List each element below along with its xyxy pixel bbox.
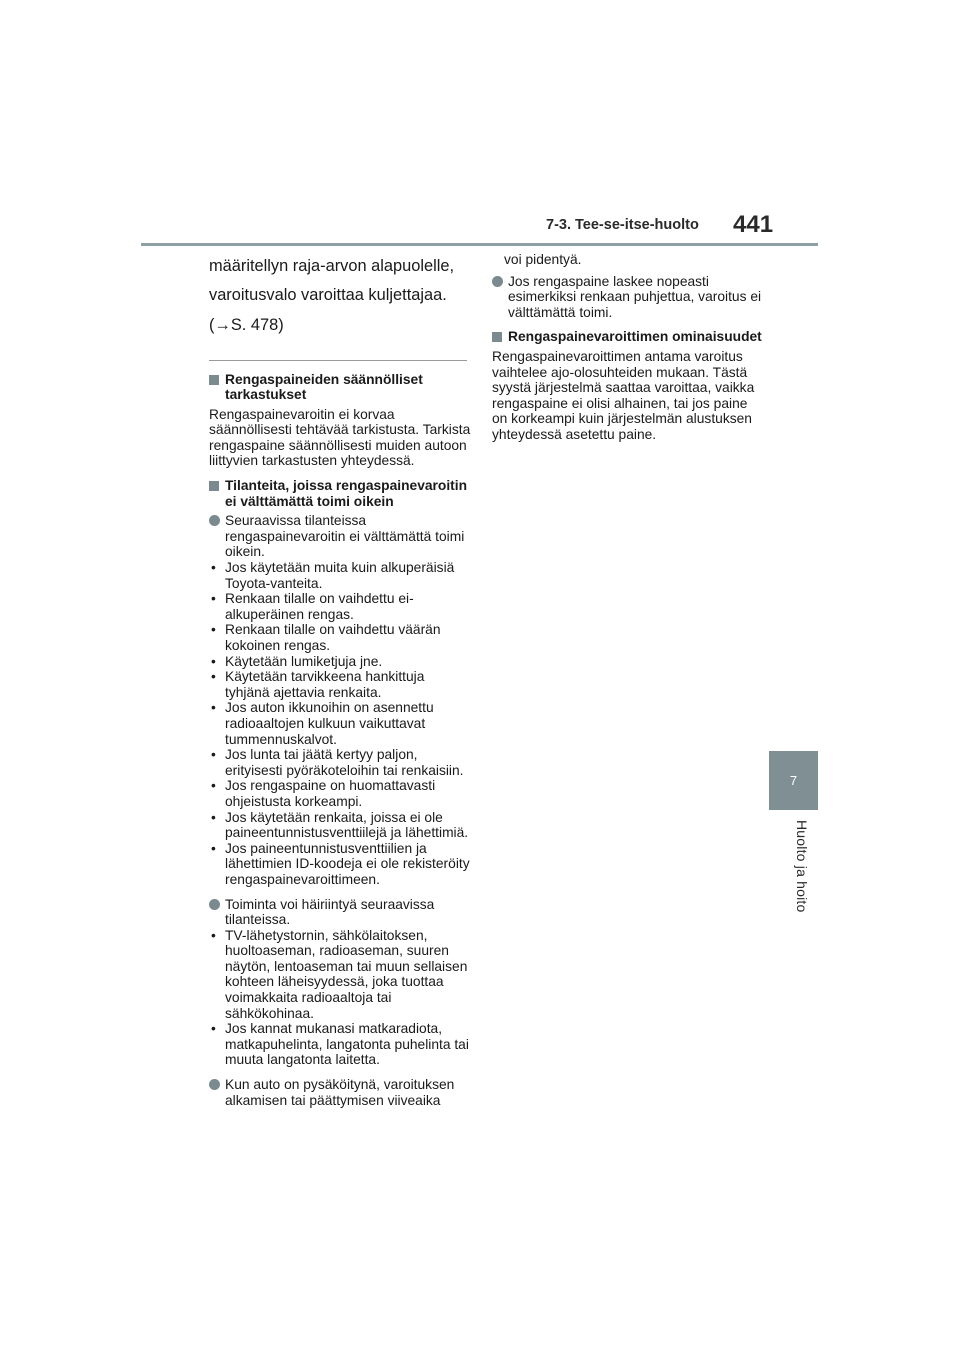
heading-text: Rengaspaineiden säännölliset tarkastukset (225, 371, 423, 403)
list-item: • Käytetään lumiketjuja jne. (209, 654, 471, 670)
intro-line: määritellyn raja-arvon alapuolelle, (209, 257, 455, 275)
list-item: • Renkaan tilalle on vaihdettu väärän kokoinen rengas. (209, 622, 471, 653)
section-heading (209, 478, 471, 509)
section-heading (492, 329, 762, 345)
list-item: • Jos auton ikkunoihin on asennettu radioaaltojen kulkuun vaikuttavat tummennuskalvot. (209, 700, 471, 747)
chapter-number: 7 (789, 773, 798, 788)
page-reference[interactable]: (→S. 478) (209, 316, 284, 334)
page-number: 441 (733, 211, 774, 238)
circle-bullet-icon (209, 1079, 220, 1090)
list-item: • Jos paineentunnistusventtiilien ja lähettimien ID-koodeja ei ole rekisteröity rengaspainevaroittimeen. (209, 841, 471, 888)
square-bullet-icon (209, 481, 219, 491)
chapter-title: Huolto ja hoito (794, 820, 810, 913)
section-body: Rengaspainevaroitin ei korvaa säännöllisesti tehtävää tarkistusta. Tarkista rengaspaine säännöllisesti muiden autoon liittyvien tarkastusten yhteydessä. (209, 406, 471, 469)
section-heading (209, 372, 471, 403)
bullet-text: Seuraavissa tilanteissa rengaspainevaroitin ei välttämättä toimi oikein. (225, 513, 465, 560)
list-item: • Käytetään tarvikkeena hankittuja tyhjänä ajettavia renkaita. (209, 669, 471, 700)
heading-text: Rengaspainevaroittimen ominaisuudet (508, 329, 762, 345)
list-item: • TV-lähetystornin, sähkölaitoksen, huoltoaseman, radioaseman, suuren näytön, lentoaseman tai muun sellaisen kohteen läheisyydessä, joka tuottaa voimakkaita radioaaltoja tai sähkökohinaa. (209, 928, 471, 1022)
intro-text (209, 252, 471, 340)
circle-bullet-item (209, 897, 471, 928)
chapter-tab[interactable] (769, 751, 818, 810)
bullet-text: Toiminta voi häiriintyä seuraavissa tilanteissa. (225, 896, 435, 928)
square-bullet-icon (209, 375, 219, 385)
right-column (492, 252, 762, 452)
circle-bullet-icon (209, 899, 220, 910)
sub-list (209, 928, 471, 1068)
list-item: • Jos lunta tai jäätä kertyy paljon, erityisesti pyöräkoteloihin tai renkaisiin. (209, 747, 471, 778)
header-divider (141, 243, 818, 246)
bullet-text: Kun auto on pysäköitynä, varoituksen alkamisen tai päättymisen viiveaika (225, 1077, 455, 1108)
circle-bullet-item (492, 274, 762, 321)
list-item: • Jos rengaspaine on huomattavasti ohjeistusta korkeampi. (209, 778, 471, 809)
intro-line: varoitusvalo varoittaa kuljettajaa. (209, 285, 447, 304)
circle-bullet-item (209, 513, 471, 560)
bullet-text: Jos rengaspaine laskee nopeasti esimerkiksi renkaan puhjettua, varoitus ei välttämättä toimi. (508, 273, 762, 320)
section-body: Rengaspainevaroittimen antama varoitus vaihtelee ajo-olosuhteiden mukaan. Tästä syystä järjestelmä saattaa varoittaa, vaikka rengaspaine ei olisi alhainen, tai jos paine on korkeampi kuin järjestelmän alustuksen yhteydessä asetettu paine. (492, 348, 755, 442)
circle-bullet-icon (209, 515, 220, 526)
list-item: • Renkaan tilalle on vaihdettu ei-alkuperäinen rengas. (209, 591, 471, 622)
section-title: 7-3. Tee-se-itse-huolto (546, 217, 699, 233)
list-item: • Jos kannat mukanasi matkaradiota, matkapuhelinta, langatonta puhelinta tai muuta langatonta laitetta. (209, 1021, 471, 1068)
section-divider (209, 360, 467, 361)
continued-text: voi pidentyä. (504, 252, 582, 267)
list-item: • Jos käytetään renkaita, joissa ei ole paineentunnistusventtiilejä ja lähettimiä. (209, 810, 471, 841)
list-item: • Jos käytetään muita kuin alkuperäisiä Toyota-vanteita. (209, 560, 471, 591)
sub-list (209, 560, 471, 887)
heading-text: Tilanteita, joissa rengaspainevaroitin ei välttämättä toimi oikein (225, 478, 468, 509)
circle-bullet-icon (492, 276, 503, 287)
left-column (209, 252, 471, 1108)
circle-bullet-item (209, 1077, 471, 1108)
square-bullet-icon (492, 332, 502, 342)
